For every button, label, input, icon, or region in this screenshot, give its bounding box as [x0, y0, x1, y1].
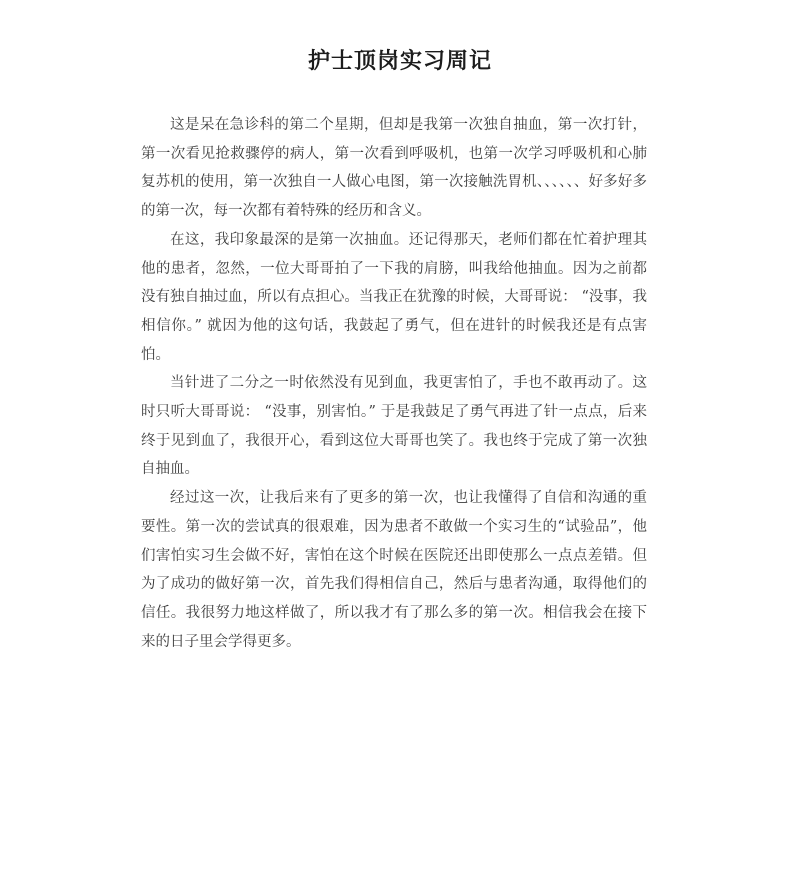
document-title: 护士顶岗实习周记: [307, 49, 492, 74]
paragraph-1: 这是呆在急诊科的第二个星期，但却是我第一次独自抽血，第一次打针，第一次看见抢救骤停的病人，第一次看到呼吸机，也第一次学习呼吸机和心肺复苏机的使用，第一次独自一人做心电图，第一次接触洗胃机、、、、、、好多好多的第一次，每一次都有着特殊的经历和含义。: [141, 117, 647, 220]
paragraph-2: 在这，我印象最深的是第一次抽血。还记得那天，老师们都在忙着护理其他的患者，忽然，一位大哥哥拍了一下我的肩膀，叫我给他抽血。因为之前都没有独自抽过血，所以有点担心。当我正在犹豫的时候，大哥哥说： “没事，我相信你。” 就因为他的这句话，我鼓起了勇气，但在进针的时候我还是有点害怕。: [141, 231, 647, 363]
paragraph-3: 当针进了二分之一时依然没有见到血，我更害怕了，手也不敢再动了。这时只听大哥哥说： “没事，别害怕。” 于是我鼓足了勇气再进了针一点点，后来终于见到血了，我很开心，看到这位大哥哥也笑了。我也终于完成了第一次独自抽血。: [141, 375, 647, 478]
document-body: [141, 111, 647, 656]
paragraph-4: 经过这一次，让我后来有了更多的第一次，也让我懂得了自信和沟通的重要性。第一次的尝试真的很艰难，因为患者不敢做一个实习生的“试验品”，他们害怕实习生会做不好，害怕在这个时候在医院还出即使那么一点点差错。但为了成功的做好第一次，首先我们得相信自己，然后与患者沟通，取得他们的信任。我很努力地这样做了，所以我才有了那么多的第一次。相信我会在接下来的日子里会学得更多。: [141, 490, 647, 650]
